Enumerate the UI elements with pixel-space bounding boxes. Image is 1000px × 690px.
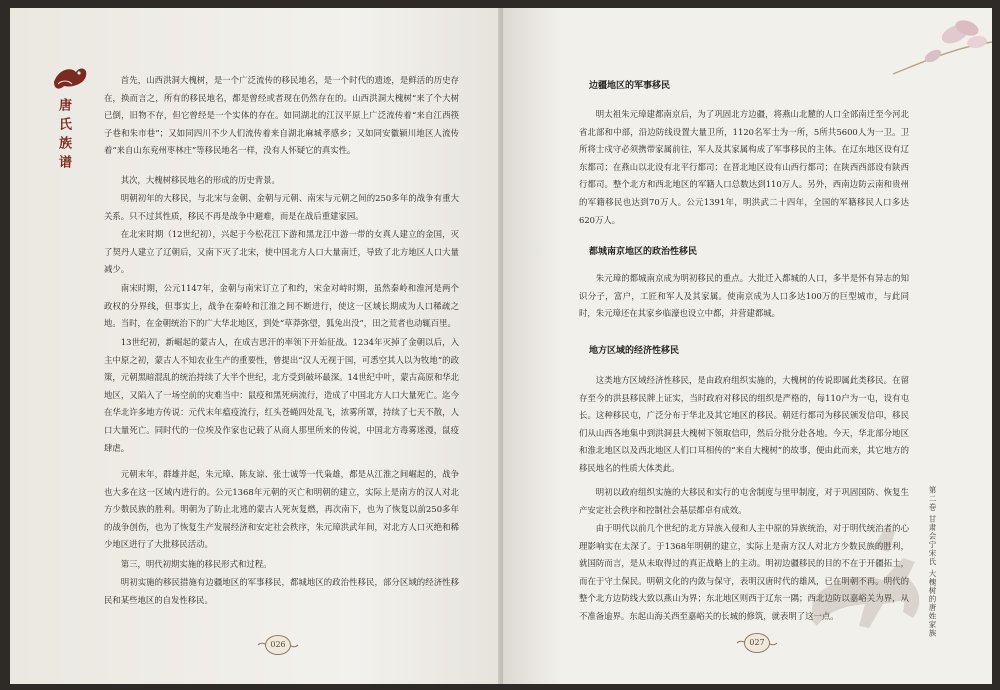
left-paragraph-4: 在北宋时期（12世纪初），兴起于今松花江下游和黑龙江中游一带的女真人建立的金国，灭了契丹人建立了辽朝后，又南下灭了北宋，使中国北方人口大量南迁，导致了北方地区人口大量减少。 [104, 229, 459, 275]
left-paragraph-9: 明初实施的移民措施有边疆地区的军事移民，都城地区的政治性移民，部分区域的经济性移民和某些地区的自发性移民。 [104, 577, 459, 605]
book-series-title: 唐氏族谱 [56, 98, 71, 174]
section-heading-military: 边疆地区的军事移民 [589, 81, 671, 91]
right-page-number: 027 [744, 633, 770, 653]
section-capital-paragraph-1: 朱元璋的都城南京成为明初移民的重点。大批迁入都城的人口，多半是怀有异志的知识分子，富户，工匠和军人及其家属。使南京成为人口多达100万的巨型城市，与此同时，朱元璋还在其家乡临濠也设立中都，并营建都城。 [579, 273, 909, 319]
bird-emblem-icon [50, 60, 90, 94]
section-economic-paragraph-3: 由于明代以前几个世纪的北方异族入侵和人主中原的异族统治，对于明代统治者的心理影响实在太深了。于1368年明朝的建立，实际上是南方汉人对北方少数民族的胜利，就国防而言，是从未取得过的真正战略上的主动。明初边疆移民的目的不在于开疆拓土，而在于守土保民。明朝文化的内敛与保守，表明汉唐时代的雄风，已在明朝不再。明代的整个北方边防线大致以燕山为界；东北地区则西于辽东一隅；西北边防以嘉峪关为界，从不准备逾界。东起山海关西至嘉峪关的长城的修筑，就表明了这一点。 [579, 523, 909, 621]
section-economic-paragraph-1: 这类地方区域经济性移民，是由政府组织实施的，大槐树的传说即属此类移民。在留存至今的洪县移民牌上证实，当时政府对移民的组织是严格的，每110户为一屯，设有屯长。这种移民屯，广泛分布于华北及其它地区的移民。朝廷行都司为移民颁发信印，移民们从山西各地集中到洪洞县大槐树下领取信印，然后分批分赴各地。今天，华北部分地区和淮北地区以及西北地区人们口耳相传的“来自大槐树”的故事，便由此而来，其它地方的移民地名的性质大体类此。 [579, 375, 909, 473]
left-paragraph-2: 其次，大槐树移民地名的形成的历史背景。 [120, 175, 280, 185]
left-page [10, 8, 503, 684]
flower-icon [893, 12, 992, 82]
right-page [503, 8, 992, 684]
section-economic-paragraph-2: 明初以政府组织实施的大移民和实行的屯舍制度与里甲制度，对于巩固国防、恢复生产安定社会秩序和控制社会基层都卓有成效。 [579, 487, 909, 515]
left-paragraph-7: 元朝末年，群雄并起，朱元璋、陈友谅、张士诚等一代枭雄，都是从江淮之间崛起的，战争也大多在这一区域内进行的。公元1368年元朝的灭亡和明朝的建立，实际上是南方的汉人对北方少数民族的胜利。明朝为了防止北逃的蒙古人死灰复燃，再次南下，也为了恢复以前250多年的战争创伤，也为了恢复生产发展经济和安定社会秩序，朱元璋洪武年间，对北方人口灭绝和稀少地区进行了大批移民活动。 [104, 469, 459, 550]
left-paragraph-8: 第三，明代初期实施的移民形式和过程。 [120, 559, 272, 569]
left-paragraph-3: 明朝初年的大移民，与北宋与金朝、金朝与元朝、南宋与元朝之间的250多年的战争有重大关系。只不过其性质，移民不再是战争中避难，而是在战后重建家园。 [104, 193, 459, 221]
section-heading-capital: 都城南京地区的政治性移民 [589, 247, 698, 257]
left-page-number: 026 [265, 635, 291, 655]
left-paragraph-1: 首先，山西洪洞大槐树，是一个广泛流传的移民地名，是一个时代的遗迹，是鲜活的历史存在，换而言之，所有的移民地名，都是曾经或者现在仍然存在的。山西洪洞大槐树“来了个大树已倒，旧物不存，但它曾经是一个实体的存在。如同湖北的江汉平原上广泛流传着“来自江西筷子巷和朱市巷”；又如同四川不少人们流传着来自湖北麻城孝感乡；又如同安徽颍川地区人流传着“来自山东兖州枣林庄”等移民地名一样，没有人怀疑它的真实性。 [104, 75, 459, 156]
chapter-marker: 第二卷 甘肃会宁宋氏 大槐树的唐姓家族 [928, 486, 937, 638]
left-paragraph-6: 13世纪初，新崛起的蒙古人，在成吉思汗的率领下开始征战。1234年灭掉了金朝以后，入主中原之初，蒙古人不知农业生产的重要性，曾提出“汉人无视于国，可悉空其人以为牧地”的政策，元朝黑暗混乱的统治持续了大半个世纪，北方受到破坏最深。14世纪中叶，蒙古高原和华北地区，又陷入了一场空前的灾难当中：鼠疫和黑死病流行，造成了中国北方人口大量死亡。迄今在华北许多地方传说：元代末年瘟疫流行，红头苍蝇四处乱飞，浓雾所罩，持续了七天不散，人口大量死亡。同时代的一位埃及作家也记载了从商人那里所来的传说，中国北方毒雾迷漫，鼠疫肆虐。 [104, 337, 459, 453]
section-military-paragraph-1: 明太祖朱元璋建都南京后，为了巩固北方边疆，将燕山北麓的人口全部南迁至今河北省北部和中部，沿边防线设置大量卫所，1120名军士为一所，5所共5600人为一卫。卫所将士戍守必须携带家属前往，军人及其家属构成了军事移民的主体。在辽东地区设有辽东都司；在燕山以北设有北平行都司；在晋北地区设有山西行都司；在陕西西部设有陕西行都司。整个北方和西北地区的军籍人口总数达到110万人。另外，西南边防云南和贵州的军籍移民也达到70万人。公元1391年，明洪武二十四年，全国的军籍移民人口多达620万人。 [579, 109, 909, 225]
book-spread [10, 8, 992, 684]
left-paragraph-5: 南宋时期，公元1147年，金朝与南宋订立了和约，宋金对峙时期，虽然秦岭和淮河是两个政权的分界线，但事实上，战争在秦岭和江淮之间不断进行，使这一区域长期成为人口稀疏之地。当时，在金朝统治下的广大华北地区，到处“草莽弥望，狐兔出没”，田之荒者也动辄百里。 [104, 283, 459, 329]
section-heading-economic: 地方区域的经济性移民 [589, 346, 680, 356]
horse-rider-watermark-icon [803, 508, 943, 638]
